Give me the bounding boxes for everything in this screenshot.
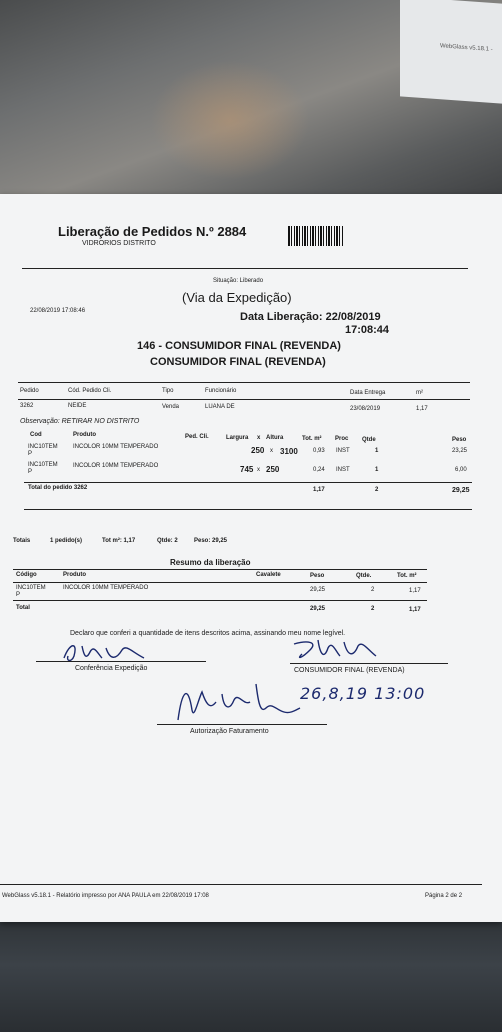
pedido-tipo: Venda <box>162 404 180 410</box>
lamp-reflection <box>150 60 310 180</box>
pedido-funcionario: LUANA DE <box>205 404 235 410</box>
col-tipo: Tipo <box>162 388 174 394</box>
resumo-produto: INCOLOR 10MM TEMPERADO <box>63 585 149 591</box>
via-expedicao: (Via da Expedição) <box>182 290 292 305</box>
cliente-linha2: CONSUMIDOR FINAL (REVENDA) <box>150 356 326 368</box>
photo-background-bottom <box>0 920 502 1032</box>
item-cod: INC10TEM <box>28 444 58 450</box>
items-col-largura: Largura <box>226 435 249 441</box>
conferencia-label: Conferência Expedição <box>75 665 148 672</box>
resumo-col-produto: Produto <box>63 572 86 578</box>
total-pedido-peso: 29,25 <box>452 487 470 494</box>
divider <box>22 268 468 269</box>
footer-report-info: WebGlass v5.18.1 - Relatório impresso por ANA PAULA em 22/08/2019 17:08 <box>2 893 209 899</box>
divider <box>18 382 470 383</box>
totais-label: Totais <box>13 538 31 544</box>
item-qtde: 1 <box>375 448 379 454</box>
total-pedido-m2: 1,17 <box>313 487 325 493</box>
total-pedido-label: Total do pedido 3262 <box>28 485 88 491</box>
col-funcionario: Funcionário <box>205 388 237 394</box>
item-cod: INC10TEM <box>28 462 58 468</box>
pedido-m2: 1,17 <box>416 406 428 412</box>
data-liberacao: Data Liberação: 22/08/2019 <box>240 311 381 323</box>
resumo-total-label: Total <box>16 605 30 611</box>
item-altura: 250 <box>266 465 280 474</box>
resumo-m2: 1,17 <box>409 588 421 594</box>
print-datetime: 22/08/2019 17:08:46 <box>30 308 86 314</box>
resumo-col-peso: Peso <box>310 573 325 579</box>
item-proc: INST <box>336 448 350 454</box>
items-col-qtde: Qtde <box>362 437 376 443</box>
resumo-total-peso: 29,25 <box>310 606 326 612</box>
item-x: x <box>257 467 260 473</box>
item-largura: 250 <box>251 446 265 455</box>
barcode <box>288 226 344 246</box>
items-col-peso: Peso <box>452 437 467 443</box>
signature-line-autorizacao <box>157 724 327 725</box>
signature-line-cliente <box>290 663 448 664</box>
item-cod-suffix: P <box>28 469 33 475</box>
resumo-col-m2: Tot. m² <box>397 573 417 579</box>
observacao: Observação: RETIRAR NO DISTRITO <box>20 418 140 425</box>
totais-qtde: Qtde: 2 <box>157 538 178 544</box>
items-col-ped-cli: Ped. Cli. <box>185 434 209 440</box>
col-m2: m² <box>416 390 423 396</box>
resumo-title: Resumo da liberação <box>170 558 251 567</box>
item-altura: 3100 <box>280 447 298 456</box>
item-peso: 6,00 <box>455 467 467 473</box>
situacao: Situação: Liberado <box>213 278 264 284</box>
item-proc: INST <box>336 467 350 473</box>
divider <box>24 482 472 483</box>
resumo-col-cavalete: Cavalete <box>256 572 281 578</box>
resumo-total-m2: 1,17 <box>409 607 421 613</box>
items-col-cod: Cod <box>30 432 42 438</box>
autorizacao-label: Autorização Faturamento <box>190 728 269 735</box>
col-cod-pedido-cli: Cód. Pedido Cli. <box>68 388 112 394</box>
col-pedido: Pedido <box>20 388 39 394</box>
pedido-num: 3262 <box>20 403 34 409</box>
totais-peso: Peso: 29,25 <box>194 538 228 544</box>
items-col-altura: Altura <box>266 435 284 441</box>
document-title: Liberação de Pedidos N.º 2884 <box>58 224 247 239</box>
footer-page-number: Página 2 de 2 <box>425 893 463 899</box>
resumo-qtde: 2 <box>371 587 375 593</box>
divider <box>13 582 427 583</box>
resumo-col-codigo: Código <box>16 572 37 578</box>
item-peso: 23,25 <box>452 448 468 454</box>
divider <box>18 399 470 400</box>
totais-tot-m2: Tot m²: 1,17 <box>102 538 136 544</box>
item-tot-m2: 0,93 <box>313 448 325 454</box>
company-name: VIDRORIOS DISTRITO <box>82 240 156 247</box>
signature-autorizacao <box>172 680 302 724</box>
signature-line-conferencia <box>36 661 206 662</box>
item-cod-suffix: P <box>28 451 33 457</box>
resumo-codigo-suffix: P <box>16 592 21 598</box>
items-col-tot-m2: Tot. m² <box>302 436 322 442</box>
cliente-assinatura-label: CONSUMIDOR FINAL (REVENDA) <box>294 667 405 674</box>
declaracao: Declaro que conferi a quantidade de itens descritos acima, assinando meu nome legível. <box>70 630 346 637</box>
cliente-linha1: 146 - CONSUMIDOR FINAL (REVENDA) <box>137 340 341 352</box>
col-data-entrega: Data Entrega <box>350 390 386 396</box>
divider <box>13 569 427 570</box>
handwritten-date-time: 26,8,19 13:00 <box>300 684 426 703</box>
signature-cliente <box>288 634 378 664</box>
background-paper-sheet <box>400 0 502 104</box>
items-col-x: x <box>257 435 261 441</box>
item-qtde: 1 <box>375 467 379 473</box>
document-page <box>0 194 502 922</box>
footer-divider <box>0 884 482 885</box>
background-paper-text: WebGlass v5.18.1 - <box>440 43 493 53</box>
resumo-total-qtde: 2 <box>371 606 375 612</box>
totais-pedidos: 1 pedido(s) <box>50 538 83 544</box>
divider <box>13 600 427 601</box>
resumo-col-qtde: Qtde. <box>356 573 372 579</box>
resumo-peso: 29,25 <box>310 587 326 593</box>
total-pedido-qtde: 2 <box>375 487 379 493</box>
divider <box>24 509 472 510</box>
items-col-produto: Produto <box>73 432 96 438</box>
item-tot-m2: 0,24 <box>313 467 325 473</box>
resumo-codigo: INC10TEM <box>16 585 46 591</box>
item-produto: INCOLOR 10MM TEMPERADO <box>73 444 159 450</box>
item-largura: 745 <box>240 465 254 474</box>
pedido-data-entrega: 23/08/2019 <box>350 406 381 412</box>
pedido-cli: NEIDE <box>68 403 87 409</box>
item-produto: INCOLOR 10MM TEMPERADO <box>73 463 159 469</box>
hora-liberacao: 17:08:44 <box>345 324 390 336</box>
items-col-proc: Proc <box>335 436 349 442</box>
item-x: x <box>270 448 273 454</box>
